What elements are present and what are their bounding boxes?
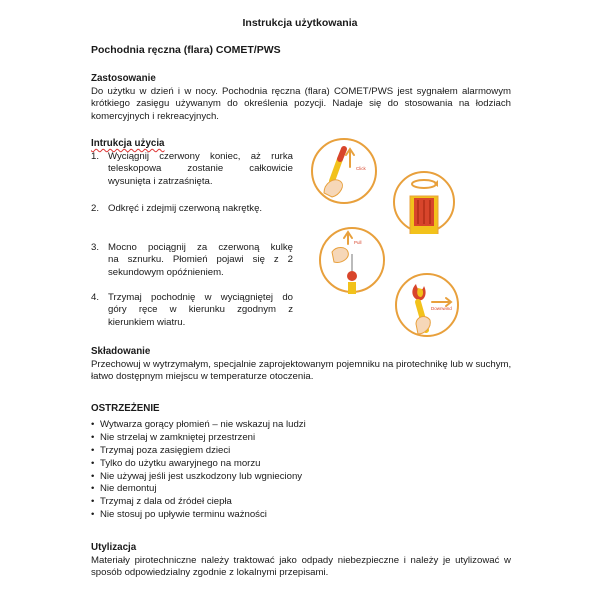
- step-text: [108, 292, 293, 329]
- bullet-icon: •: [91, 496, 95, 508]
- warning-heading: OSTRZEŻENIE: [91, 403, 160, 414]
- bullet-icon: •: [91, 419, 95, 430]
- step-line: teleskopowa zostanie całkowicie: [108, 163, 293, 175]
- list-item: [91, 419, 306, 432]
- illustration-step-3: [318, 226, 386, 294]
- application-heading: Zastosowanie: [91, 73, 156, 84]
- storage-paragraph: [91, 359, 511, 384]
- list-item-text: Tylko do użytku awaryjnego na morzu: [100, 457, 261, 469]
- disposal-heading: Utylizacja: [91, 542, 137, 553]
- step-line: wysunięta i zatrzaśnięta.: [108, 175, 213, 187]
- illustration-label: Click: [356, 166, 366, 171]
- step-line: góry ręce w kierunku zgodnym z: [108, 304, 293, 316]
- step-line: kierunkiem wiatru.: [108, 316, 186, 328]
- disposal-paragraph: [91, 555, 511, 580]
- step-line: Mocno pociągnij za czerwoną kulkę: [108, 242, 293, 253]
- list-item: [91, 496, 306, 509]
- bullet-icon: •: [91, 431, 95, 443]
- list-item: [91, 432, 306, 445]
- list-item-text: Nie strzelaj w zamkniętej przestrzeni: [100, 431, 256, 443]
- step-number: 1.: [91, 151, 100, 162]
- document-title: Instrukcja użytkowania: [242, 17, 358, 29]
- application-line: komercyjnych i rekreacyjnych.: [91, 110, 219, 122]
- application-line: krótkiego zasięgu używanym do określenia pozycji. Nadaje się do stosowania na łodziach: [91, 98, 511, 110]
- list-item-text: Nie stosuj po upływie terminu ważności: [100, 509, 267, 521]
- instructions-heading: Intrukcja użycia: [91, 138, 165, 149]
- list-item-text: Nie używaj jeśli jest uszkodzony lub wgnieciony: [100, 470, 303, 482]
- storage-line: Przechowuj w wytrzymałym, specjalnie zaprojektowanym pojemniku na pirotechnikę lub w suchym,: [91, 359, 512, 370]
- list-item-text: Nie demontuj: [100, 483, 157, 495]
- application-line: Do użytku w dzień i w nocy. Pochodnia ręczna (flara) COMET/PWS jest sygnałem alarmowym: [91, 86, 511, 97]
- disposal-line: sposób odpowiedzialny zgodnie z lokalnymi przepisami.: [91, 567, 329, 579]
- illustration-step-2: [392, 170, 456, 234]
- list-item-text: Wytwarza gorący płomień – nie wskazuj na ludzi: [100, 419, 306, 430]
- step-line: sekundowym opóźnieniem.: [108, 266, 224, 278]
- product-title: Pochodnia ręczna (flara) COMET/PWS: [91, 44, 281, 56]
- application-paragraph: [91, 86, 511, 123]
- warning-list: [91, 419, 306, 522]
- illustration-label: Downwind: [431, 306, 452, 311]
- bullet-icon: •: [91, 509, 95, 521]
- step-line: Odkręć i zdejmij czerwoną nakrętkę.: [108, 203, 263, 214]
- disposal-line: Materiały pirotechniczne należy traktować jako odpady niebezpieczne i należy je utylizować w: [91, 555, 511, 566]
- illustration-label: Pull: [354, 240, 362, 245]
- bullet-icon: •: [91, 457, 95, 469]
- step-line: na sznurku. Płomień pojawi się z 2: [108, 254, 293, 266]
- list-item-text: Trzymaj poza zasięgiem dzieci: [100, 444, 231, 456]
- storage-line: łatwo dostępnym miejscu w temperaturze otoczenia.: [91, 371, 314, 383]
- storage-heading: Składowanie: [91, 346, 151, 357]
- step-text: [108, 203, 293, 215]
- pull-ball: [347, 271, 357, 281]
- step-number: 3.: [91, 242, 100, 253]
- step-text: [108, 242, 293, 279]
- list-item: [91, 509, 306, 522]
- step-line: Trzymaj pochodnię w wyciągniętej do: [108, 292, 293, 303]
- step-number: 2.: [91, 203, 100, 214]
- step-line: Wyciągnij czerwony koniec, aż rurka: [108, 151, 293, 162]
- bullet-icon: •: [91, 483, 95, 495]
- list-item: [91, 445, 306, 458]
- list-item: [91, 458, 306, 471]
- illustration-step-1: [310, 137, 378, 205]
- list-item-text: Trzymaj z dala od źródeł ciepła: [100, 496, 232, 508]
- illustration-step-4: [394, 272, 460, 338]
- step-text: [108, 151, 293, 188]
- flare-red-end: [340, 149, 344, 159]
- list-item: [91, 471, 306, 484]
- flare-tube: [348, 282, 356, 294]
- bullet-icon: •: [91, 444, 95, 456]
- bullet-icon: •: [91, 470, 95, 482]
- step-number: 4.: [91, 292, 100, 303]
- list-item: [91, 483, 306, 496]
